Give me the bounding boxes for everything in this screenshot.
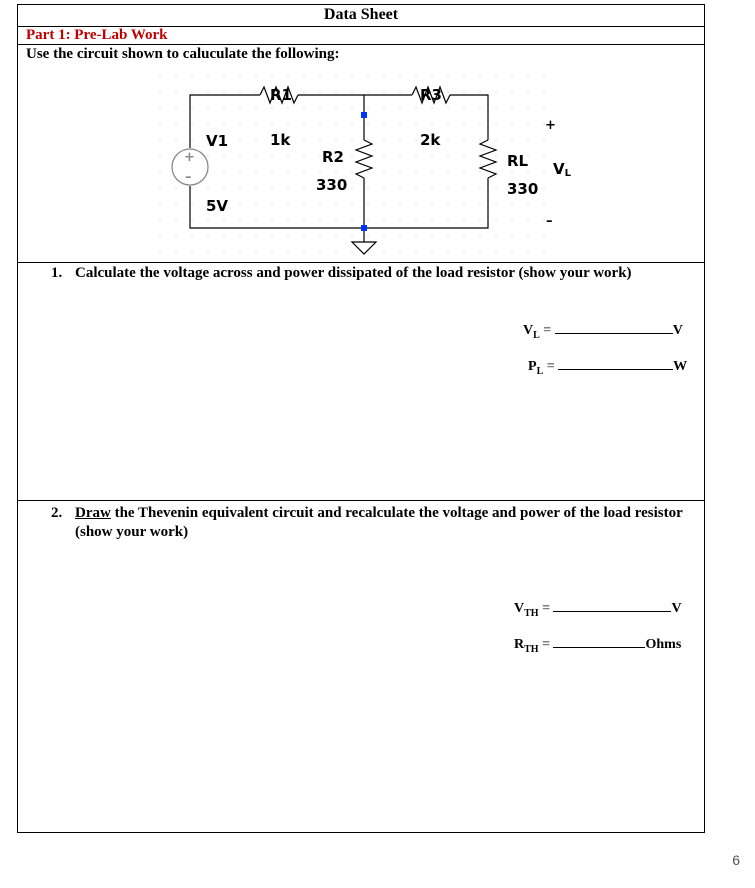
equals-sign: = [543, 359, 555, 374]
answer-unit: V [672, 323, 683, 338]
divider [17, 44, 705, 45]
label-r3: R3 [420, 86, 442, 104]
answer-symbol: V [523, 323, 534, 338]
divider [17, 500, 705, 501]
value-r3: 2k [420, 131, 441, 149]
label-r1: R1 [270, 86, 292, 104]
pl-answer-blank[interactable] [558, 356, 673, 370]
node-marker [361, 112, 367, 118]
answer-subscript: TH [524, 607, 539, 619]
equals-sign: = [538, 601, 550, 616]
answer-symbol: P [528, 359, 537, 374]
value-v1: 5V [206, 197, 229, 215]
source-plus-sign: + [184, 150, 195, 165]
answer-rth [514, 634, 681, 655]
label-rl: RL [507, 152, 529, 170]
answer-subscript: L [533, 329, 540, 341]
question-2 [0, 504, 755, 544]
answer-unit: Ohms [645, 637, 682, 652]
ground-symbol [352, 242, 376, 254]
page-number: 6 [732, 852, 740, 868]
divider [17, 262, 705, 263]
question-text-rest: the Thevenin equivalent circuit and recalculate the voltage and power of the load resistor (show your work) [75, 505, 683, 540]
answer-subscript: L [536, 365, 544, 377]
value-r1: 1k [270, 131, 291, 149]
circuit-diagram [150, 70, 580, 262]
question-1 [0, 264, 755, 304]
question-text [75, 504, 685, 542]
rth-answer-blank[interactable] [553, 634, 645, 648]
instruction-text: Use the circuit shown to caluculate the following: [26, 46, 340, 62]
output-plus: + [545, 118, 556, 133]
question-number: 2. [51, 505, 63, 521]
answer-symbol: V [514, 601, 525, 616]
schematic-grid [159, 75, 544, 252]
equals-sign: = [539, 323, 552, 338]
answer-subscript: TH [524, 643, 539, 655]
answer-unit: V [671, 601, 682, 616]
part-label: Part 1: Pre-Lab Work [26, 27, 168, 43]
answer-vth [514, 598, 682, 619]
answer-pl [528, 356, 687, 377]
label-v1: V1 [206, 132, 229, 150]
source-minus-sign: – [185, 170, 192, 185]
output-label-vl: VL [553, 160, 571, 179]
question-emphasis: Draw [75, 505, 111, 521]
answer-symbol: R [514, 637, 525, 652]
page-title: Data Sheet [323, 6, 399, 23]
vth-answer-blank[interactable] [553, 598, 671, 612]
value-rl: 330 [507, 180, 539, 198]
label-r2: R2 [322, 148, 344, 166]
node-marker [361, 225, 367, 231]
vl-answer-blank[interactable] [555, 320, 673, 334]
question-text: Calculate the voltage across and power dissipated of the load resistor (show your work) [75, 265, 632, 281]
circuit-wires [190, 87, 496, 254]
answer-vl [523, 320, 683, 341]
value-r2: 330 [316, 176, 348, 194]
answer-unit: W [673, 359, 688, 374]
resistor-r2 [356, 140, 372, 178]
output-minus: – [546, 214, 553, 229]
resistor-rl [480, 140, 496, 178]
question-number: 1. [51, 265, 63, 281]
equals-sign: = [538, 637, 550, 652]
